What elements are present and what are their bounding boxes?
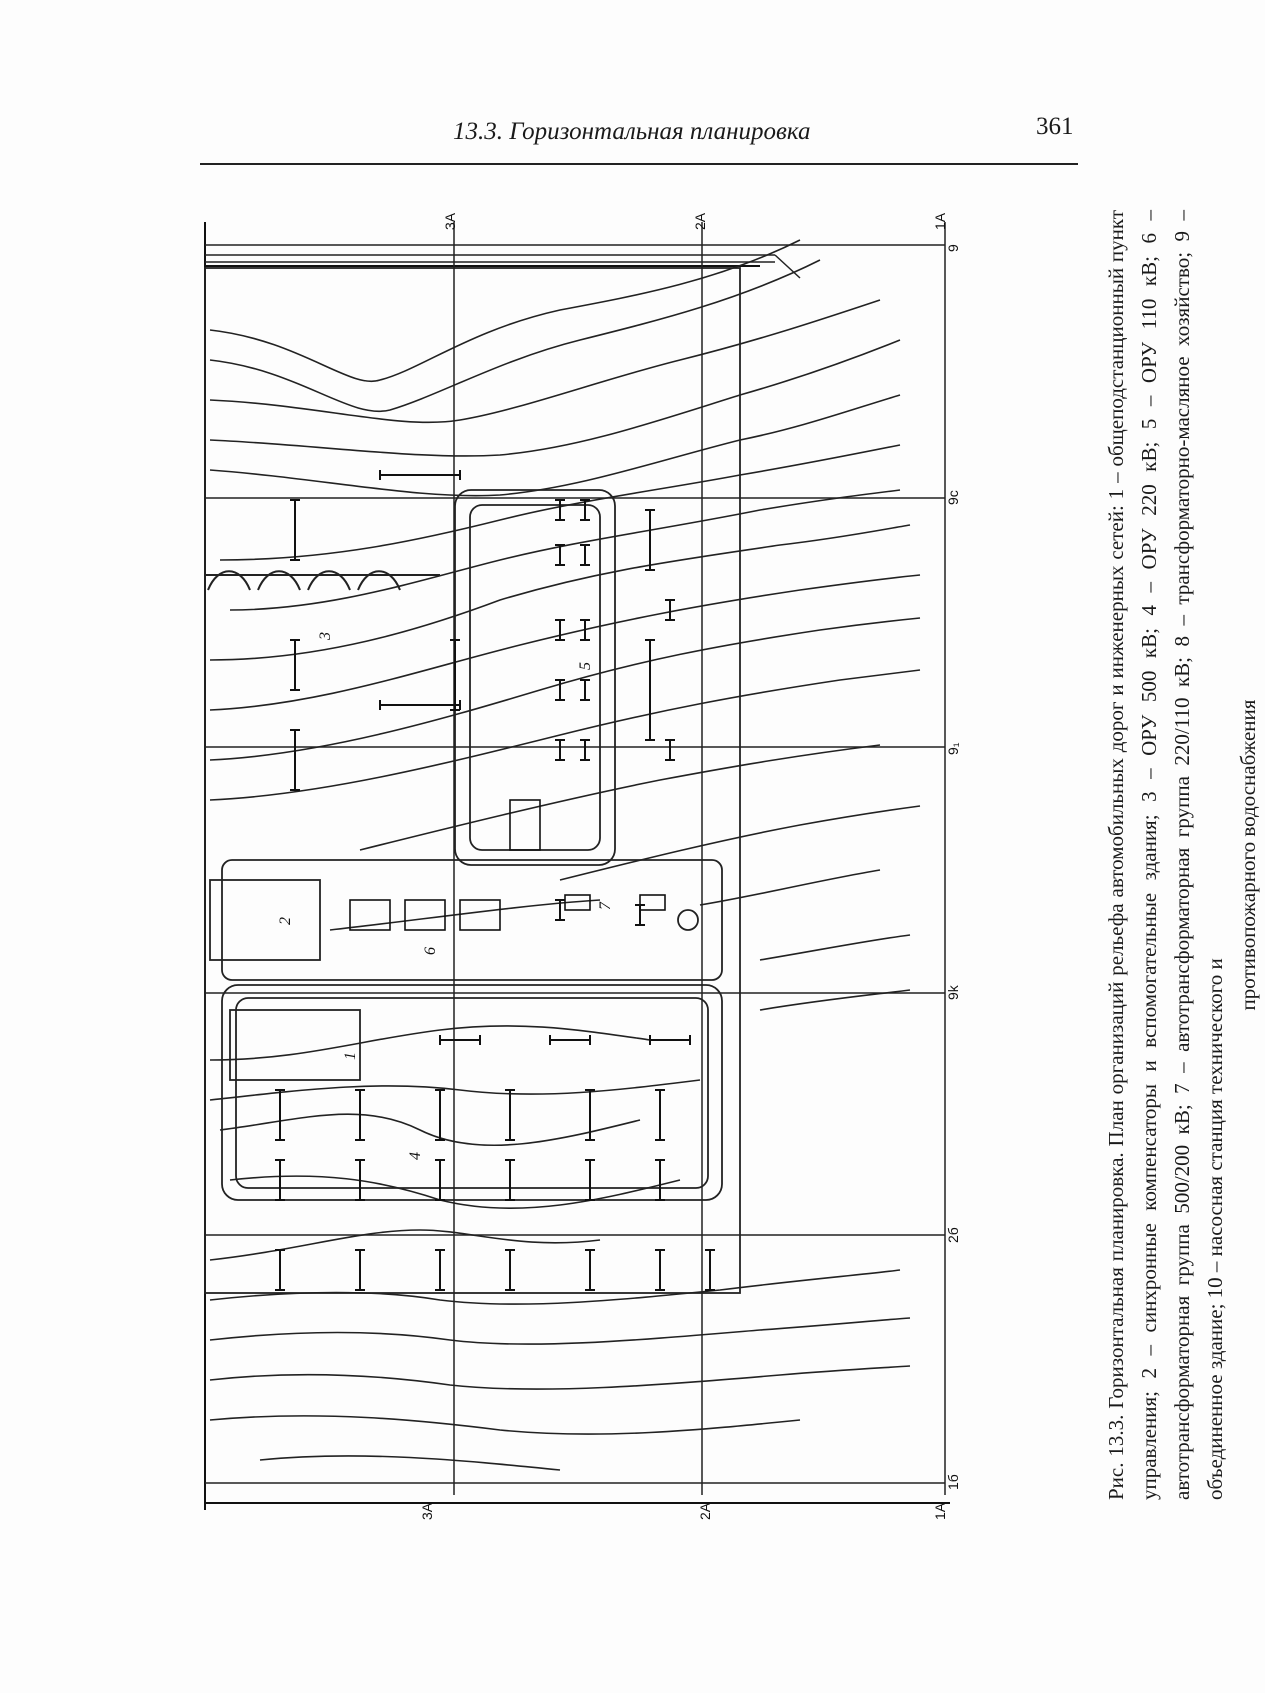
axis-label-2a-bottom: 2А (697, 1502, 713, 1520)
axis-label-3a-bottom: 3А (419, 1502, 435, 1520)
running-header-title: 13.3. Горизонтальная планировка (453, 118, 811, 145)
row-label-9: 9 (945, 244, 961, 252)
zone-number-1: 1 (342, 1052, 359, 1060)
oru-500-arches (205, 571, 440, 590)
caption-line-2: 1 – общеподстанционный пункт управления; 2 – синхронные компенсаторы и вспомогательные здания; 3 – ОРУ 500 кВ; (1104, 209, 1161, 1500)
plan-frame (205, 222, 950, 1510)
contour-lines (210, 240, 920, 1470)
caption-line-3: 4 – ОРУ 220 кВ; 5 – ОРУ 110 кВ; 6 – автотрансформаторная группа 500/200 кВ; 7 – автотрансформаторная группа (1137, 210, 1194, 1500)
zone-number-2: 2 (277, 917, 294, 925)
row-label-9k: 9k (945, 985, 961, 1000)
page-number: 361 (1036, 113, 1074, 140)
zone-number-4: 4 (407, 1152, 424, 1160)
figure-caption (1100, 210, 1265, 1500)
axis-label-1a-bottom: 1А (932, 1502, 948, 1520)
zone-number-7: 7 (597, 902, 614, 910)
axis-label-3a-top: 3А (442, 212, 458, 230)
axis-grid-lines (205, 222, 945, 1495)
zone-number-5: 5 (577, 662, 594, 670)
zone-number-3: 3 (317, 632, 334, 640)
zone-number-6: 6 (422, 947, 439, 955)
axis-label-1a-top: 1А (932, 212, 948, 230)
caption-line-4: 220/110 кВ; 8 – трансформаторно-масляное хозяйство; 9 – объединенное здание; 10 – насосная станция технического и (1170, 209, 1227, 1500)
row-label-1b: 1б (945, 1474, 961, 1490)
row-label-2b: 2б (945, 1227, 961, 1243)
axis-label-2a-top: 2А (692, 212, 708, 230)
row-label-9c: 9c (945, 490, 961, 505)
equipment-portals (275, 470, 715, 1290)
caption-line-5: противопожарного водоснабжения (1236, 699, 1260, 1011)
row-label-9g1: 9₁ (945, 742, 961, 755)
caption-line-1: Рис. 13.3. Горизонтальная планировка. План организаций рельефа автомобильных дорог и инженерных сетей: (1104, 505, 1128, 1500)
